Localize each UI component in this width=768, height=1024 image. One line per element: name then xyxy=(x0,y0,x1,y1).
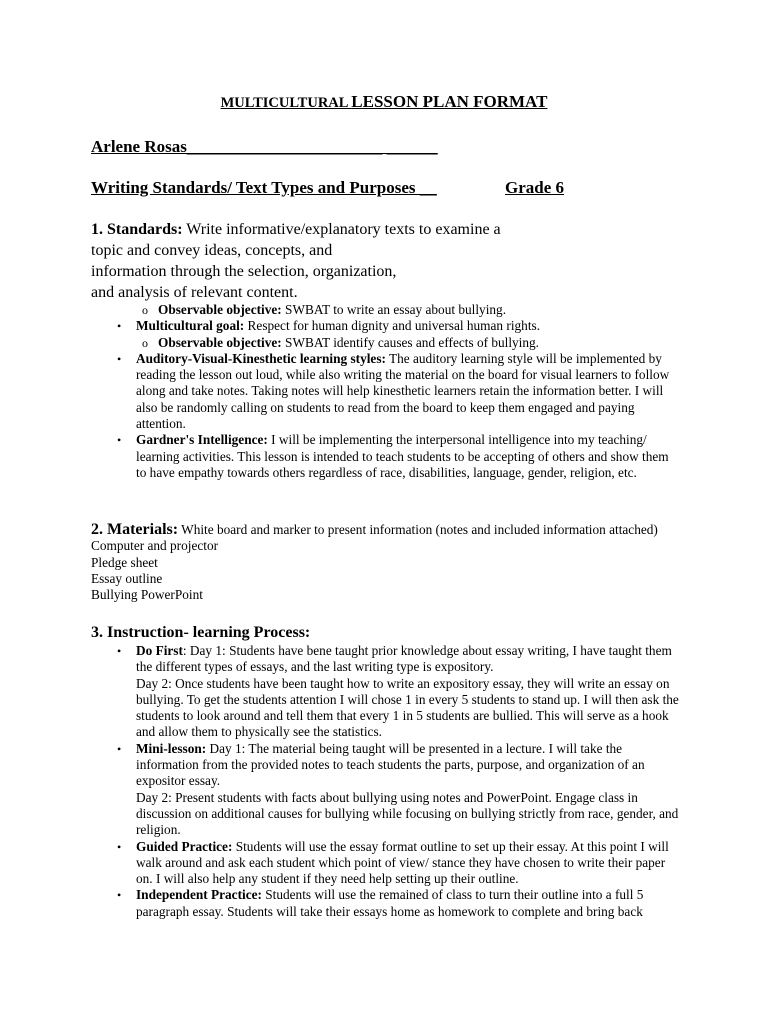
materials-line: Pledge sheet xyxy=(91,554,158,570)
standards-line-3: information through the selection, organization, xyxy=(91,263,397,280)
materials-line: Bullying PowerPoint xyxy=(91,587,203,603)
item-text-2: Day 2: Present students with facts about bullying using notes and PowerPoint. Engage class in discussion on additional causes for bullying while focusing on bullying strictly from race, gender, and religion. xyxy=(136,789,679,838)
item-text: I will be implementing the interpersonal intelligence into my teaching/ learning activities. This lesson is intended to teach students to be accepting of others and show them to have empathy towards others regardless of race, disabilities, language, gender, religion, etc. xyxy=(136,432,669,480)
standards-items xyxy=(91,302,681,481)
item-text: Students will use the essay format outline to set up their essay. At this point I will walk around and ask each student which point of view/ stance they have chosen to write their paper on. I will also help any student if they need help setting up their outline. xyxy=(136,838,669,887)
instruction-heading xyxy=(91,625,711,641)
materials-label: 2. Materials: xyxy=(91,521,179,538)
page-title xyxy=(0,92,768,112)
item-label: Gardner's Intelligence: xyxy=(136,432,268,448)
item-label: Do First xyxy=(136,643,183,658)
author-line: Arlene Rosas_______________________ ______ xyxy=(91,137,438,156)
grade-label: Grade 6 xyxy=(505,178,565,197)
item-text: SWBAT to write an essay about bullying. xyxy=(281,302,507,317)
item-text: : Day 1: Students have bene taught prior knowledge about essay writing, I have taught them the different types of essays, and the last writing type is expository. xyxy=(136,643,672,675)
standards-label: 1. Standards: xyxy=(91,221,183,238)
list-item xyxy=(91,887,681,920)
item-text: The auditory learning style will be implemented by reading the lesson out loud, while also writing the material on the board for visual learners to follow along and take notes. Taking notes will help kinesthetic learners retain the information better. I will also be randomly calling on students to read from the board to keep them engaged and paying attention. xyxy=(136,350,670,432)
title-part-2: LESSON PLAN FORMAT xyxy=(351,92,548,111)
item-label: Independent Practice: xyxy=(136,887,262,903)
standards-line-4: and analysis of relevant content. xyxy=(91,284,298,301)
item-text: Respect for human dignity and universal human rights. xyxy=(244,318,541,334)
item-label: Auditory-Visual-Kinesthetic learning styles: xyxy=(136,350,386,366)
circle-bullet-icon: o xyxy=(142,335,148,350)
item-text: Day 1: The material being taught will be presented in a lecture. I will take the information from the provided notes to teach students the parts, purpose, and organization of an expositor essay. xyxy=(136,740,645,789)
item-label: Observable objective: xyxy=(158,334,282,350)
circle-bullet-icon: o xyxy=(142,303,148,317)
bullet-icon: • xyxy=(117,888,122,903)
title-part-1: MULTICULTURAL xyxy=(220,95,352,111)
item-text: SWBAT identify causes and effects of bullying. xyxy=(281,334,539,350)
materials-line: Computer and projector xyxy=(91,538,219,554)
list-item xyxy=(91,741,681,839)
bullet-icon: • xyxy=(117,741,122,756)
list-item xyxy=(91,351,681,432)
instruction-label: 3. Instruction- learning Process: xyxy=(91,624,311,641)
list-item xyxy=(91,432,681,481)
list-item xyxy=(91,302,681,318)
subject-line: Writing Standards/ Text Types and Purposes __ xyxy=(91,178,437,197)
materials-line: Essay outline xyxy=(91,570,163,586)
list-item xyxy=(91,318,681,334)
bullet-icon: • xyxy=(117,319,122,334)
item-label: Mini-lesson: xyxy=(136,740,207,756)
bullet-icon: • xyxy=(117,839,122,854)
list-item xyxy=(91,643,681,741)
bullet-icon: • xyxy=(117,433,122,448)
materials-text: White board and marker to present information (notes and included information attached) xyxy=(178,522,658,537)
standards-line-2: topic and convey ideas, concepts, and xyxy=(91,242,333,259)
standards-section xyxy=(91,219,651,303)
standards-line-1: Write informative/explanatory texts to examine a xyxy=(182,221,501,238)
item-label: Guided Practice: xyxy=(136,838,233,854)
bullet-icon: • xyxy=(117,644,122,658)
bullet-icon: • xyxy=(117,351,122,366)
item-label: Observable objective: xyxy=(158,302,282,317)
item-text: Students will use the remained of class to turn their outline into a full 5 paragraph essay. Students will take their essays home as homework to complete and bring back xyxy=(136,887,644,919)
materials-section xyxy=(91,522,711,603)
list-item xyxy=(91,839,681,888)
list-item xyxy=(91,335,681,351)
instruction-items xyxy=(91,643,681,920)
item-label: Multicultural goal: xyxy=(136,318,245,334)
item-text-2: Day 2: Once students have been taught how to write an expository essay, they will write an essay on bullying. To get the students attention I will chose 1 in every 5 students to stand up. I will then ask the students to look around and tell them that every 1 in 5 students are bullied. This will serve as a hook and allow them to physically see the statistics. xyxy=(136,675,679,740)
